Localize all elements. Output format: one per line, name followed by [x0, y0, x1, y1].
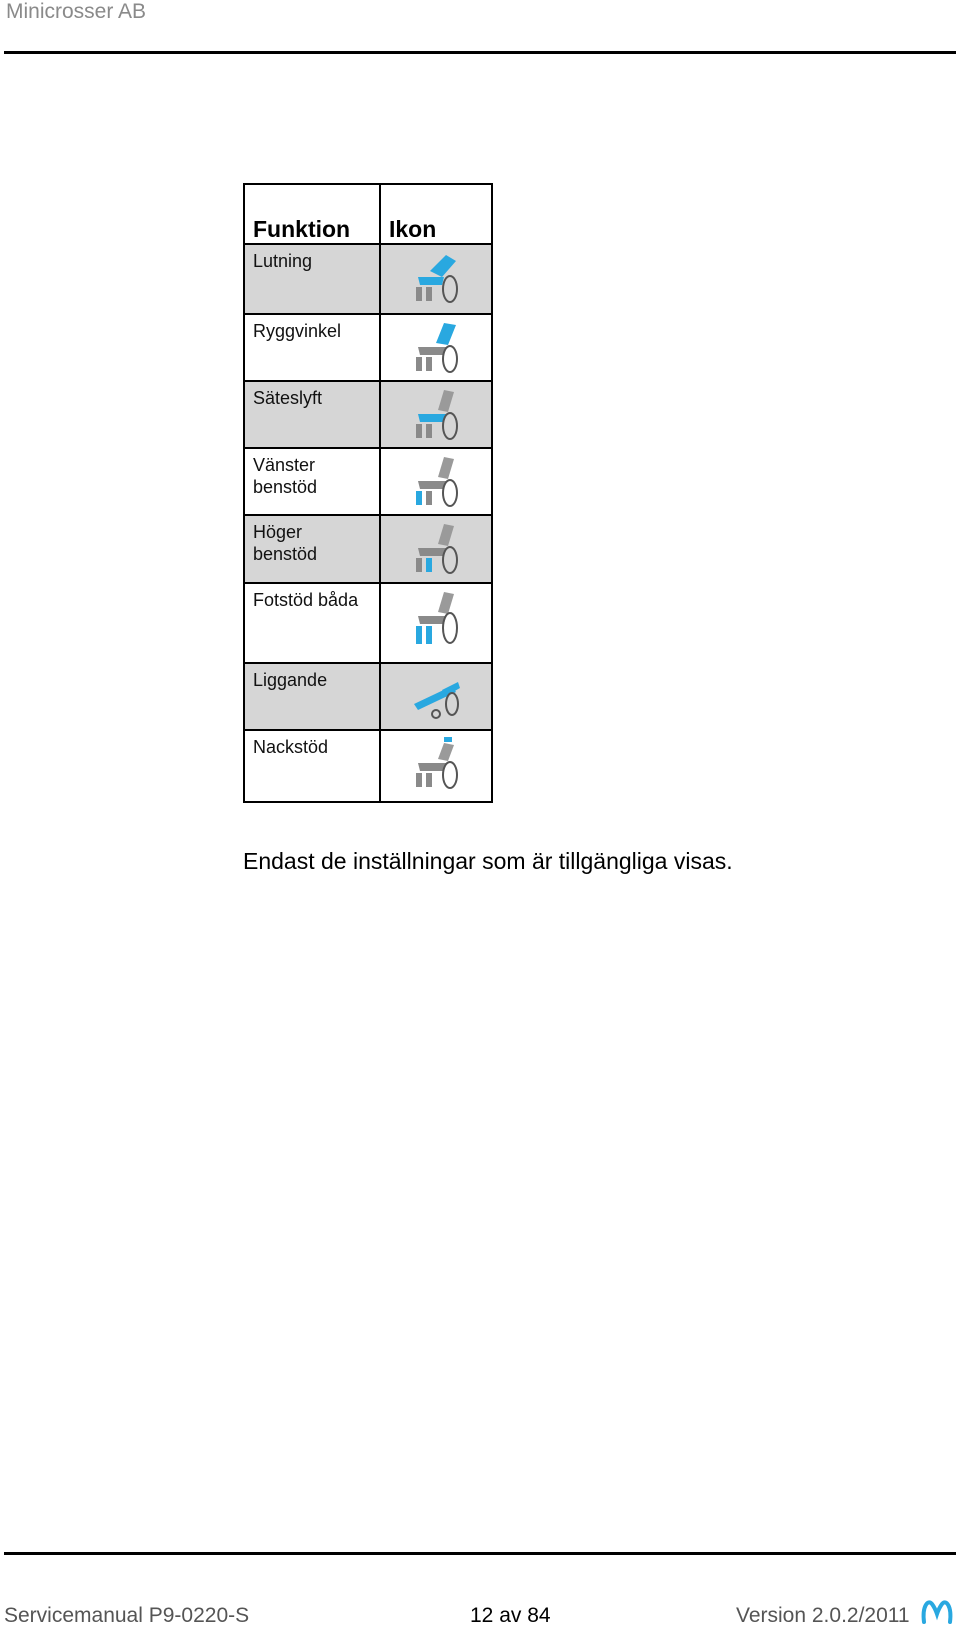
function-label: Vänster benstöd [244, 448, 380, 515]
seat-lift-icon [380, 381, 492, 448]
version-label: Version 2.0.2/2011 [736, 1604, 910, 1627]
right-legrest-icon [380, 515, 492, 583]
recline-icon [380, 663, 492, 730]
header-rule [4, 51, 956, 54]
function-label: Lutning [244, 244, 380, 314]
function-label: Nackstöd [244, 730, 380, 802]
headrest-icon [380, 730, 492, 802]
table-row [244, 663, 492, 730]
table-row [244, 244, 492, 314]
footer-rule [4, 1552, 956, 1555]
function-label: Fotstöd båda [244, 583, 380, 663]
table-row [244, 583, 492, 663]
availability-note: Endast de inställningar som är tillgängliga visas. [243, 848, 733, 874]
tilt-icon [380, 244, 492, 314]
table-row [244, 448, 492, 515]
table-row [244, 515, 492, 583]
left-legrest-icon [380, 448, 492, 515]
table-row [244, 730, 492, 802]
backrest-angle-icon [380, 314, 492, 381]
column-header-function: Funktion [244, 184, 380, 244]
column-header-icon: Ikon [380, 184, 492, 244]
table-row [244, 314, 492, 381]
manual-id: Servicemanual P9-0220-S [4, 1604, 250, 1627]
function-label: Säteslyft [244, 381, 380, 448]
function-icon-table [243, 183, 493, 803]
company-name: Minicrosser AB [6, 0, 147, 23]
page-number: 12 av 84 [470, 1604, 551, 1627]
function-label: Liggande [244, 663, 380, 730]
minicrosser-logo-icon [920, 1596, 954, 1631]
function-label: Ryggvinkel [244, 314, 380, 381]
table-row [244, 381, 492, 448]
both-footrests-icon [380, 583, 492, 663]
function-label: Höger benstöd [244, 515, 380, 583]
